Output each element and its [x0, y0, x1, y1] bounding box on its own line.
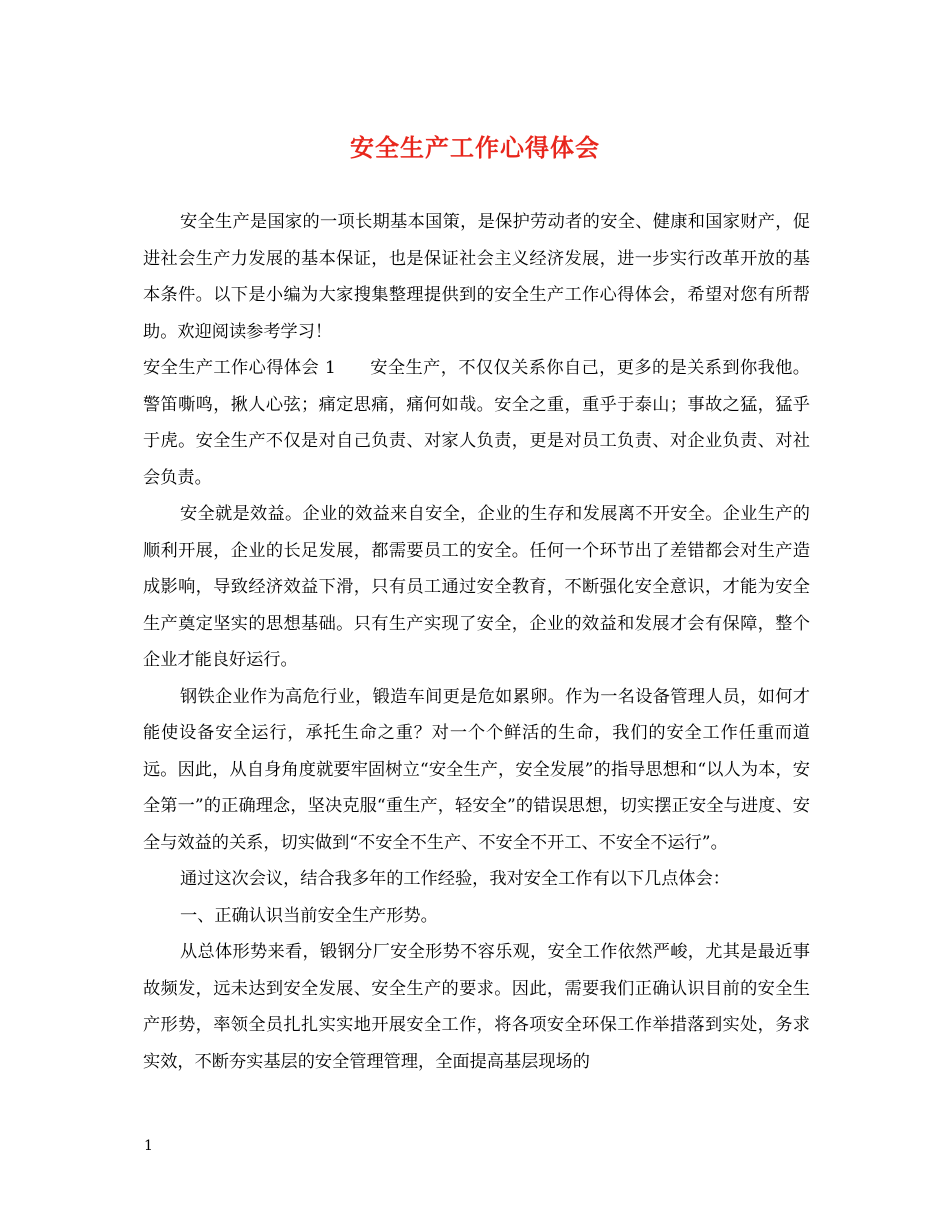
- body-paragraph: 从总体形势来看，锻钢分厂安全形势不容乐观，安全工作依然严峻，尤其是最近事故频发，远未达到安全发展、安全生产的要求。因此，需要我们正确认识目前的安全生产形势，率领全员扎扎实实地开展安全工作，将各项安全环保工作举措落到实处，务求实效，不断夯实基层的安全管理管理，全面提高基层现场的: [143, 942, 810, 1072]
- page-number: 1: [144, 1138, 153, 1154]
- body-paragraph: 通过这次会议，结合我多年的工作经验，我对安全工作有以下几点体会：: [179, 869, 730, 889]
- section-heading: 安全生产工作心得体会 1: [143, 358, 336, 378]
- list-heading: 一、正确认识当前安全生产形势。: [179, 905, 438, 926]
- intro-paragraph: 安全生产是国家的一项长期基本国策，是保护劳动者的安全、健康和国家财产，促进社会生产力发展的基本保证，也是保证社会主义经济发展，进一步实行改革开放的基本条件。以下是小编为大家搜集整理提供到的安全生产工作心得体会，希望对您有所帮助。欢迎阅读参考学习！: [143, 212, 810, 342]
- body-paragraph: 安全就是效益。企业的效益来自安全，企业的生存和发展离不开安全。企业生产的顺利开展，企业的长足发展，都需要员工的安全。任何一个环节出了差错都会对生产造成影响，导致经济效益下滑，只有员工通过安全教育，不断强化安全意识，才能为安全生产奠定坚实的思想基础。只有生产实现了安全，企业的效益和发展才会有保障，整个企业才能良好运行。: [143, 504, 810, 670]
- body-paragraph: 钢铁企业作为高危行业，锻造车间更是危如累卵。作为一名设备管理人员，如何才能使设备安全运行，承托生命之重？对一个个鲜活的生命，我们的安全工作任重而道远。因此，从自身角度就要牢固树立“安全生产，安全发展”的指导思想和“以人为本，安全第一”的正确理念，坚决克服“重生产，轻安全”的错误思想，切实摆正安全与进度、安全与效益的关系，切实做到“不安全不生产、不安全不开工、不安全不运行”。: [143, 686, 810, 853]
- document-body: [143, 204, 810, 1080]
- section-paragraph: [143, 350, 810, 496]
- document-title: 安全生产工作心得体会: [350, 133, 600, 162]
- section-text: 安全生产，不仅仅关系你自己，更多的是关系到你我他。警笛嘶鸣，揪人心弦；痛定思痛，痛何如哉。安全之重，重乎于泰山；事故之猛，猛乎于虎。安全生产不仅是对自己负责、对家人负责，更是对员工负责、对企业负责、对社会负责。: [143, 358, 810, 488]
